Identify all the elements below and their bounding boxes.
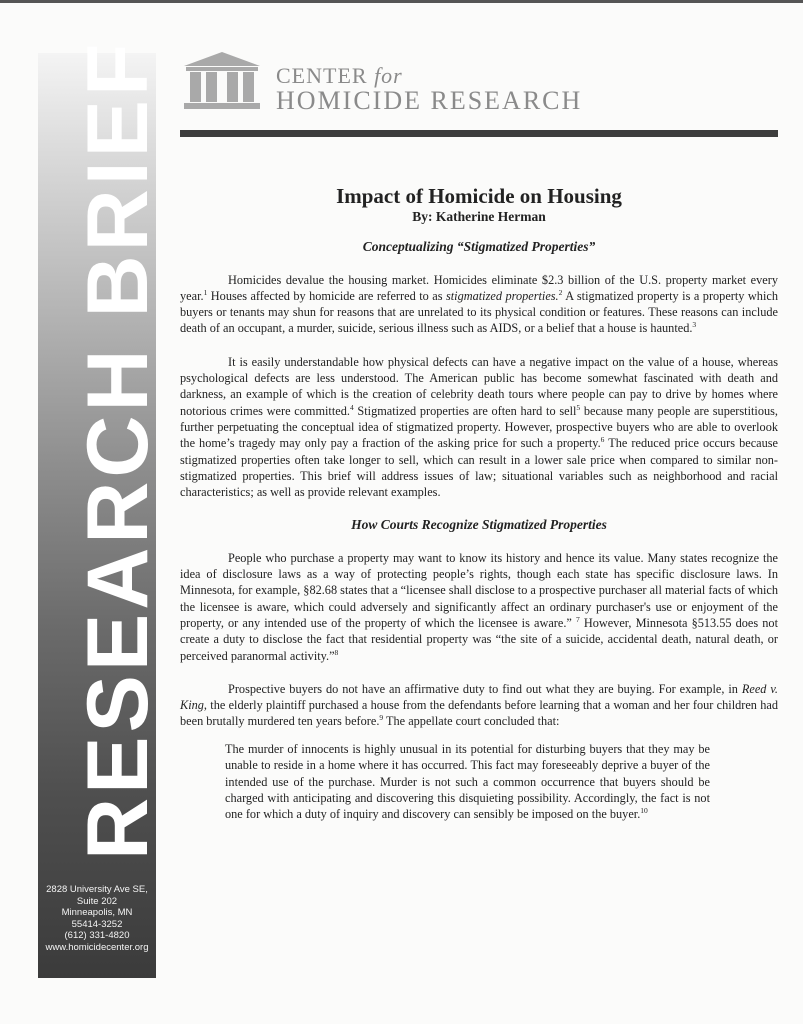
org-name-line2: HOMICIDE RESEARCH (276, 86, 583, 115)
section-heading-courts: How Courts Recognize Stigmatized Properties (351, 517, 607, 533)
paragraph-3: People who purchase a property may want to know its history and hence its value. Many states recognize the idea of disclosure laws as a way of protecting people’s rights, though each state has specific disclosure laws. In Minnesota, for example, §82.68 states that a “licensee shall disclose to a prospective purchaser all material facts of which the licensee is aware, which could adversely and significantly affect an ordinary purchaser's use or enjoyment of the property, or any intended use of the property of which the licensee is aware.” $^7$ However, Minnesota §513.55 does not create a duty to disclose the fact that residential property was “the site of a suicide, accidental death, natural death, or perceived paranormal activity.”$^8$ (180, 550, 778, 663)
footnote-ref: 6 (600, 435, 605, 445)
footnote-ref: 1 (203, 287, 208, 297)
paragraph-4: Prospective buyers do not have an affirmative duty to find out what they are buying. For example, in Reed v. King, the elderly plaintiff purchased a house from the defendants before learning that a woman and her four children had been brutally murdered ten years before.$^9$ The appellate court concluded that: (180, 681, 778, 729)
page-top-border (0, 0, 803, 3)
article-byline: By: Katherine Herman (412, 209, 546, 224)
emphasized-term: stigmatized properties. (445, 288, 559, 303)
footnote-ref: 2 (558, 287, 563, 297)
sidebar-label: RESEARCH BRIEF (70, 39, 166, 860)
address-line: 2828 University Ave SE, (46, 884, 148, 895)
header-rule (180, 130, 778, 137)
paragraph-2: It is easily understandable how physical defects can have a negative impact on the value of a house, whereas psychological defects are less understood. The American public has become somewhat fascinated with death and darkness, an example of which is the creation of celebrity death tours where people can pay to drive by homes where notorious crimes were committed.$^4$ Stigmatized properties are often hard to sell$^5$ because many people are superstitious, further perpetuating the conceptual idea of stigmatized property. However, prospective buyers who are able to overlook the home’s tragedy may only pay a fraction of the asking price for such a property.$^6$ The reduced price occurs because stigmatized properties often take longer to sell, which can result in a lower sale price when compared to similar non-stigmatized properties. This brief will address issues of law; situational variables such as neighborhood and racial characteristics; as well as provide relevant examples. (180, 354, 779, 500)
address-line: 55414-3252 (71, 918, 123, 930)
address-website: www.homicidecenter.org (45, 941, 149, 953)
footnote-ref: 4 (349, 402, 354, 412)
footnote-ref: 7 (575, 614, 580, 624)
org-name-for: for (374, 63, 403, 88)
footnote-ref: 9 (379, 713, 384, 723)
section-heading-stigmatized-properties: Conceptualizing “Stigmatized Properties” (362, 239, 596, 255)
org-name-center: CENTER (276, 63, 375, 88)
address-phone: (612) 331-4820 (64, 930, 130, 942)
paragraph-1: Homicides devalue the housing market. Homicides eliminate $2.3 billion of the U.S. property market every year.$^1$ Houses affected by homicide are referred to as stigmatized properties.$^2$ A stigmatized property is a property which buyers or tenants may shun for reasons that are unrelated to its physical condition or features. These reasons can include death of an occupant, a murder, suicide, serious illness such as AIDS, or a belief that a house is haunted.$^3$ (180, 272, 778, 336)
footnote-ref: 3 (692, 320, 697, 330)
article-title: Impact of Homicide on Housing (336, 184, 622, 208)
article-body (180, 183, 778, 823)
block-quote: The murder of innocents is highly unusual in its potential for disturbing buyers that they may be unable to reside in a home where it has occurred. This fact may foreseeably deprive a buyer of the intended use of the purchase. Murder is not such a common occurrence that buyers should be charged with anticipating and discovering this disquieting possibility. Accordingly, the fact is not one for which a duty of inquiry and discovery can sensibly be imposed on the buyer.$^{10}$ (225, 741, 710, 822)
columns-building-icon (182, 50, 262, 110)
sidebar-address (38, 884, 156, 954)
address-line: Suite 202 (76, 895, 118, 907)
case-name: Reed v. King (180, 681, 778, 713)
footnote-ref: 10 (640, 806, 648, 816)
footnote-ref: 5 (576, 402, 581, 412)
footnote-ref: 8 (334, 647, 339, 657)
address-line: Minneapolis, MN (61, 907, 133, 919)
